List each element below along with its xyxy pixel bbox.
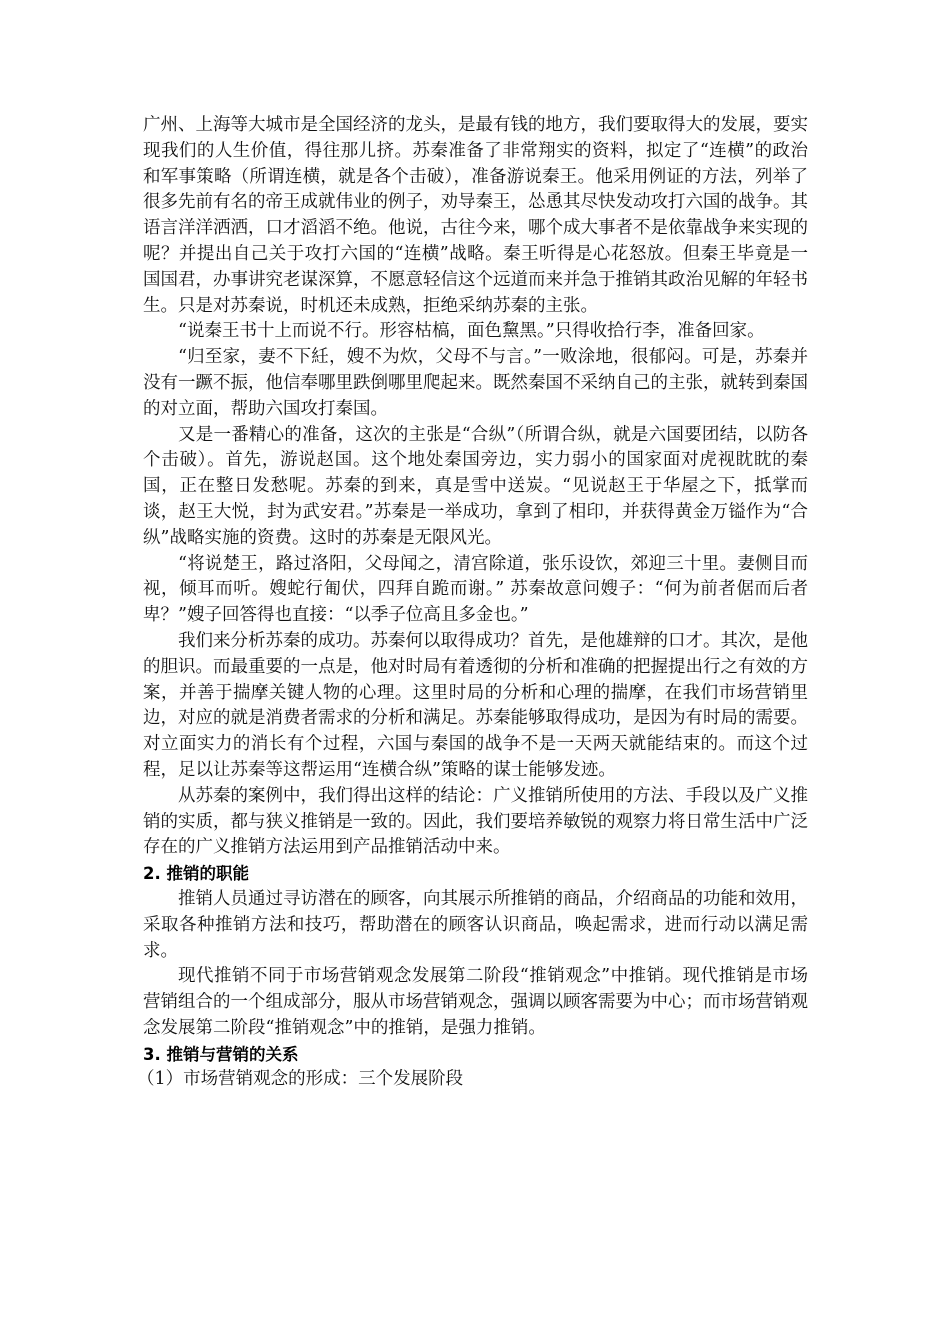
- body-paragraph: 又是一番精心的准备，这次的主张是“合纵”（所谓合纵，就是六国要团结，以防各个击破）。首先，游说赵国。这个地处秦国旁边，实力弱小的国家面对虎视眈眈的秦国，正在整日发愁呢。苏秦的到来，真是雪中送炭。“见说赵王于华屋之下，抵掌而谈，赵王大悦，封为武安君。”苏秦是一举成功，拿到了相印，并获得黄金万镒作为“合纵”战略实施的资费。这时的苏秦是无限风光。: [143, 424, 808, 548]
- body-paragraph: 广州、上海等大城市是全国经济的龙头，是最有钱的地方，我们要取得大的发展，要实现我们的人生价值，得往那儿挤。苏秦准备了非常翔实的资料，拟定了“连横”的政治和军事策略（所谓连横，就是各个击破），准备游说秦王。他采用例证的方法，列举了很多先前有名的帝王成就伟业的例子，劝导秦王，怂恿其尽快发动攻打六国的战争。其语言洋洋洒洒，口才滔滔不绝。他说，古往今来，哪个成大事者不是依靠战争来实现的呢？并提出自己关于攻打六国的“连横”战略。秦王听得是心花怒放。但秦王毕竟是一国国君，办事讲究老谋深算，不愿意轻信这个远道而来并急于推销其政治见解的年轻书生。只是对苏秦说，时机还未成熟，拒绝采纳苏秦的主张。: [143, 115, 808, 316]
- document-page: [137, 113, 808, 1093]
- section-heading: 3. 推销与营销的关系: [143, 1044, 299, 1064]
- body-paragraph: “将说楚王，路过洛阳，父母闻之，清宫除道，张乐设饮，郊迎三十里。妻侧目而视，倾耳而听。嫂蛇行匍伏，四拜自跪而谢。” 苏秦故意问嫂子：“何为前者倨而后者卑？”嫂子回答得也直接：“以季子位高且多金也。”: [143, 553, 808, 626]
- body-paragraph: 推销人员通过寻访潜在的顾客，向其展示所推销的商品，介绍商品的功能和效用，采取各种推销方法和技巧，帮助潜在的顾客认识商品，唤起需求，进而行动以满足需求。: [143, 888, 808, 961]
- subsection-heading: （1）市场营销观念的形成：三个发展阶段: [137, 1069, 464, 1090]
- body-paragraph: 现代推销不同于市场营销观念发展第二阶段“推销观念”中推销。现代推销是市场营销组合的一个组成部分，服从市场营销观念，强调以顾客需要为中心；而市场营销观念发展第二阶段“推销观念”中的推销，是强力推销。: [143, 966, 808, 1038]
- body-paragraph: “归至家，妻不下紝，嫂不为炊，父母不与言。”一败涂地，很郁闷。可是，苏秦并没有一蹶不振，他信奉哪里跌倒哪里爬起来。既然秦国不采纳自己的主张，就转到秦国的对立面，帮助六国攻打秦国。: [143, 347, 808, 419]
- section-heading: 2. 推销的职能: [143, 864, 249, 884]
- body-paragraph: 从苏秦的案例中，我们得出这样的结论：广义推销所使用的方法、手段以及广义推销的实质，都与狭义推销是一致的。因此，我们要培养敏锐的观察力将日常生活中广泛存在的广义推销方法运用到产品推销活动中来。: [143, 785, 808, 858]
- body-paragraph: 我们来分析苏秦的成功。苏秦何以取得成功？首先，是他雄辩的口才。其次，是他的胆识。而最重要的一点是，他对时局有着透彻的分析和准确的把握提出行之有效的方案，并善于揣摩关键人物的心理。这里时局的分析和心理的揣摩，在我们市场营销里边，对应的就是消费者需求的分析和满足。苏秦能够取得成功，是因为有时局的需要。对立面实力的消长有个过程，六国与秦国的战争不是一天两天就能结束的。而这个过程，足以让苏秦等这帮运用“连横合纵”策略的谋士能够发迹。: [143, 630, 808, 780]
- body-paragraph: “说秦王书十上而说不行。形容枯槁，面色黧黑。”只得收拾行李，准备回家。: [178, 321, 765, 342]
